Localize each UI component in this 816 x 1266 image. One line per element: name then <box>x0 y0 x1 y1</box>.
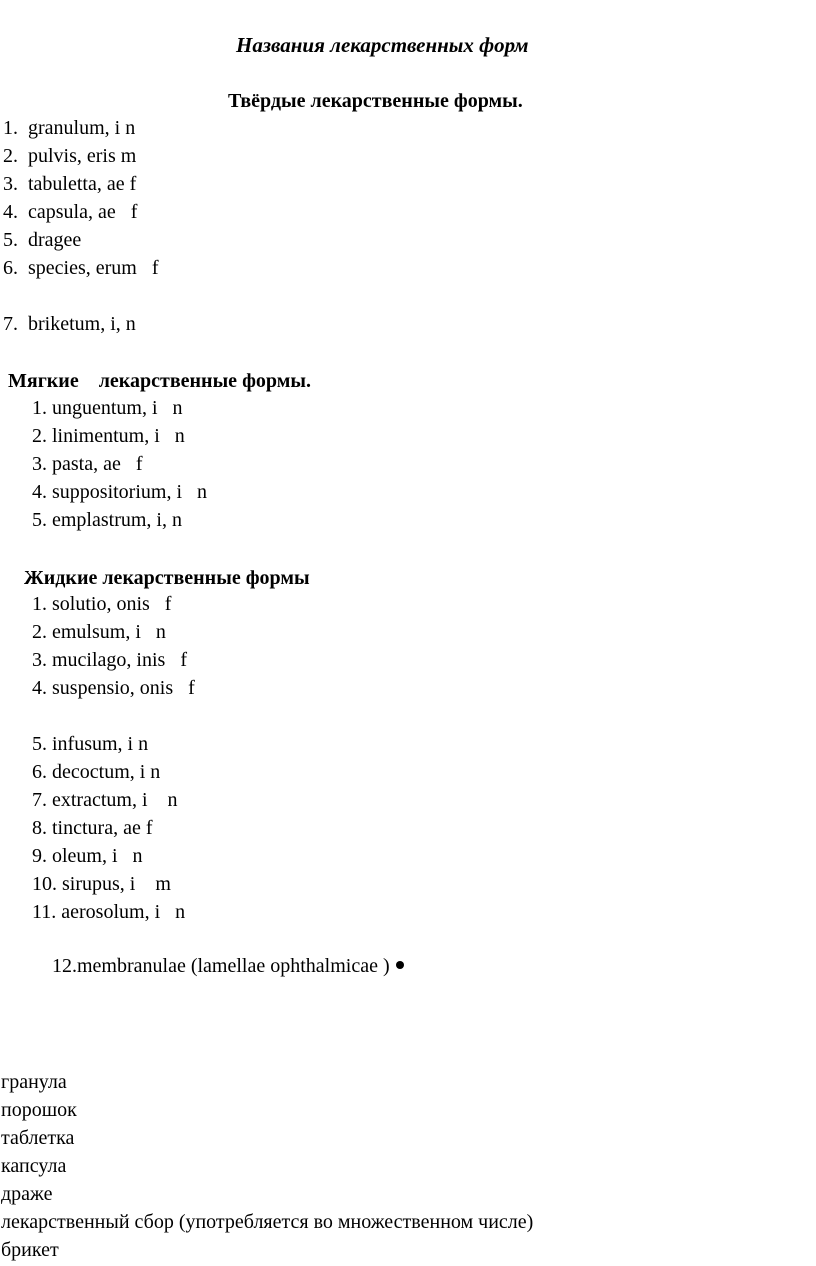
page-title: Названия лекарственных форм <box>236 33 529 57</box>
solid-item: 2. pulvis, eris m <box>3 145 137 167</box>
soft-item: 4. suppositorium, i n <box>32 481 208 503</box>
soft-item: 5. emplastrum, i, n <box>32 509 182 531</box>
bullet-icon <box>396 961 404 969</box>
liquid-item: 4. suspensio, onis f <box>32 677 195 699</box>
soft-item: 3. pasta, ae f <box>32 453 143 475</box>
liquid-item: 6. decoctum, i n <box>32 761 161 783</box>
liquid-item: 7. extractum, i n <box>32 789 178 811</box>
solid-item: 6. species, erum f <box>3 257 159 279</box>
translation-item: драже <box>1 1183 53 1205</box>
liquid-item: 12.membranulae (lamellae ophthalmicae ) <box>52 955 390 977</box>
liquid-item: 10. sirupus, i m <box>32 873 171 895</box>
translation-item: порошок <box>1 1099 77 1121</box>
liquid-item: 3. mucilago, inis f <box>32 649 187 671</box>
soft-forms-heading: Мягкие лекарственные формы. <box>8 370 311 392</box>
soft-item: 1. unguentum, i n <box>32 397 183 419</box>
translation-item: капсула <box>1 1155 67 1177</box>
translation-item: гранула <box>1 1071 67 1093</box>
translation-item: лекарственный сбор (употребляется во множественном числе) <box>1 1211 534 1233</box>
liquid-item: 11. aerosolum, i n <box>32 901 186 923</box>
solid-item: 4. capsula, ae f <box>3 201 138 223</box>
translation-item: таблетка <box>1 1127 75 1149</box>
solid-forms-heading: Твёрдые лекарственные формы. <box>228 90 523 112</box>
liquid-forms-heading: Жидкие лекарственные формы <box>24 567 310 589</box>
translation-item: брикет <box>1 1239 59 1261</box>
solid-item: 1. granulum, i n <box>3 117 136 139</box>
liquid-item: 9. oleum, i n <box>32 845 143 867</box>
liquid-item: 1. solutio, onis f <box>32 593 172 615</box>
solid-item: 5. dragee <box>3 229 82 251</box>
solid-item: 7. briketum, i, n <box>3 313 136 335</box>
solid-item: 3. tabuletta, ae f <box>3 173 137 195</box>
liquid-item-last-row <box>32 930 404 1002</box>
soft-item: 2. linimentum, i n <box>32 425 185 447</box>
liquid-item: 8. tinctura, ae f <box>32 817 153 839</box>
liquid-item: 5. infusum, i n <box>32 733 149 755</box>
liquid-item: 2. emulsum, i n <box>32 621 166 643</box>
